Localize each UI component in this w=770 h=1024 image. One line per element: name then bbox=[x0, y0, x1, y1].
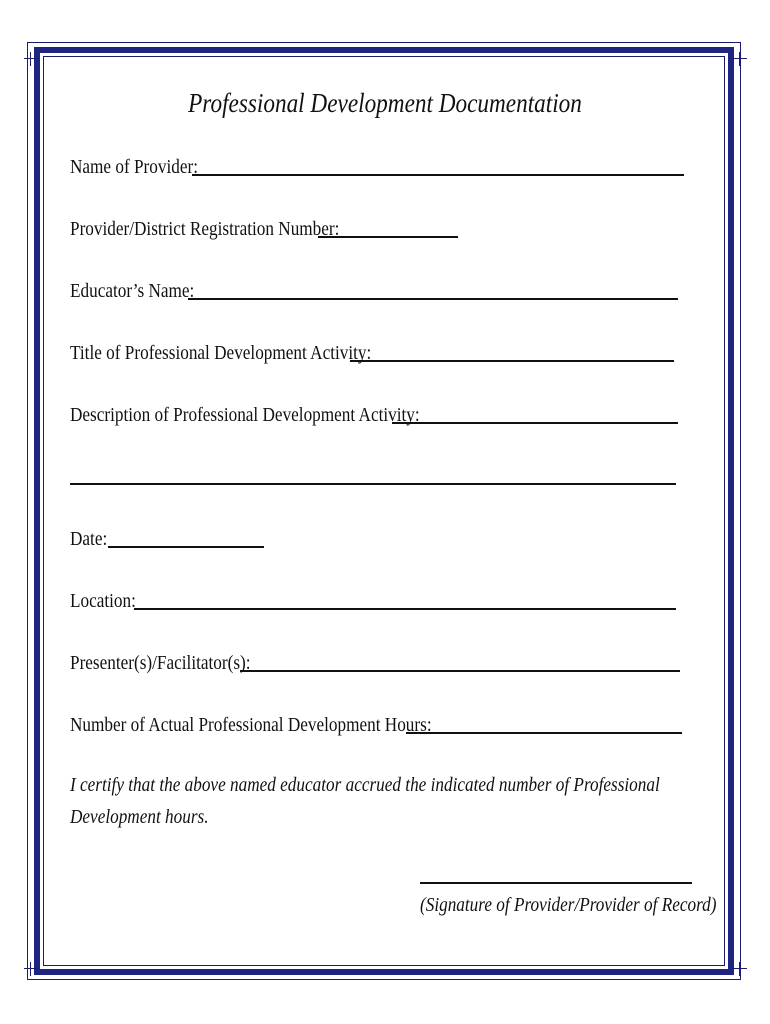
presenters-label: Presenter(s)/Facilitator(s): bbox=[70, 652, 251, 674]
signature-caption-text: (Signature of Provider/Provider of Record) bbox=[420, 894, 717, 916]
registration-number-field bbox=[70, 218, 458, 241]
location-field bbox=[70, 590, 676, 613]
signature-caption bbox=[420, 894, 765, 917]
signature-line[interactable] bbox=[420, 882, 692, 884]
activity-description-field bbox=[70, 404, 678, 427]
provider-name-label: Name of Provider: bbox=[70, 156, 199, 178]
activity-title-field bbox=[70, 342, 674, 365]
provider-name-field bbox=[70, 156, 684, 179]
activity-description-continuation-line[interactable] bbox=[70, 483, 676, 485]
presenters-field bbox=[70, 652, 680, 675]
provider-name-line[interactable] bbox=[192, 173, 684, 176]
activity-description-line[interactable] bbox=[392, 421, 678, 424]
activity-description-label: Description of Professional Development Activity: bbox=[70, 404, 420, 426]
corner-ornament-top-left bbox=[24, 52, 38, 66]
hours-label: Number of Actual Professional Development Hours: bbox=[70, 714, 432, 736]
educator-name-field bbox=[70, 280, 678, 303]
hours-field bbox=[70, 714, 682, 737]
corner-ornament-bottom-right bbox=[733, 962, 747, 976]
activity-title-label: Title of Professional Development Activity: bbox=[70, 342, 372, 364]
location-line[interactable] bbox=[134, 607, 676, 610]
hours-line[interactable] bbox=[406, 731, 682, 734]
date-field bbox=[70, 528, 264, 551]
location-label: Location: bbox=[70, 590, 136, 612]
document-title: Professional Development Documentation bbox=[188, 88, 582, 118]
educator-name-line[interactable] bbox=[188, 297, 678, 300]
presenters-line[interactable] bbox=[240, 669, 680, 672]
date-label: Date: bbox=[70, 528, 108, 550]
date-line[interactable] bbox=[108, 545, 264, 548]
corner-ornament-top-right bbox=[733, 52, 747, 66]
certification-statement bbox=[70, 769, 710, 833]
corner-ornament-bottom-left bbox=[24, 962, 38, 976]
activity-title-line[interactable] bbox=[350, 359, 674, 362]
registration-number-label: Provider/District Registration Number: bbox=[70, 218, 340, 240]
educator-name-label: Educator’s Name: bbox=[70, 280, 195, 302]
certification-text: I certify that the above named educator accrued the indicated number of Professional Development hours. bbox=[70, 774, 660, 828]
